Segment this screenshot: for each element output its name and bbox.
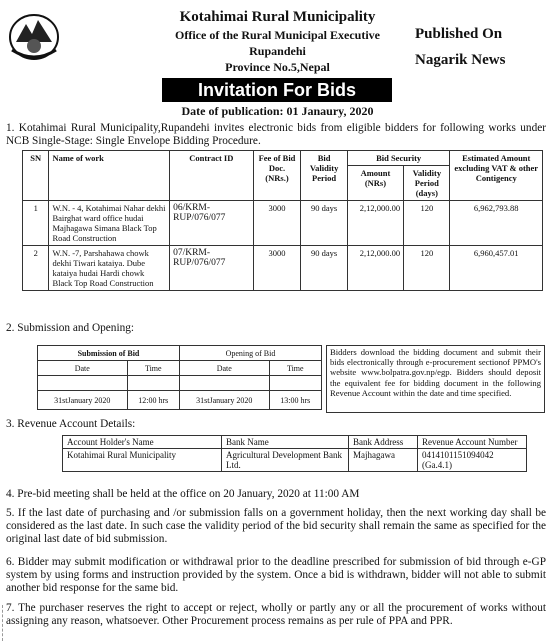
published-on-label: Published On <box>415 26 503 42</box>
cell-estimate: 6,962,793.88 <box>450 201 543 246</box>
rev-bank: Agricultural Development Bank Ltd. <box>222 449 349 472</box>
submission-header: Submission of Bid <box>38 346 180 361</box>
clause-6: 6. Bidder may submit modification or withdrawal prior to the deadline prescribed for submission of bid through e-GP system by using forms and instruction provided by the system. Once a bid is withdrawn, bidder will not able to submit another bid response for the same bid. <box>6 556 546 594</box>
publication-date: Date of publication: 01 Janaury, 2020 <box>181 104 374 118</box>
clause-5: 5. If the last date of purchasing and /or submission falls on a government holiday, then the next working day shall be considered as the last date. In such case the validity period of the bid security shall remain the same as specified for the original last date of bid submission. <box>6 507 546 545</box>
rev-h-holder: Account Holder's Name <box>63 436 222 449</box>
col-name: Name of work <box>49 151 170 201</box>
table-row <box>23 246 543 291</box>
cell-amount: 2,12,000.00 <box>347 246 403 291</box>
col-validity: Bid Validity Period <box>301 151 347 201</box>
clause-2: 2. Submission and Opening: <box>6 322 135 334</box>
works-header-row <box>23 151 543 166</box>
cell-contract: 06/KRM-RUP/076/077 <box>170 201 253 246</box>
clause-4: 4. Pre-bid meeting shall be held at the office on 20 January, 2020 at 11:00 AM <box>6 488 360 500</box>
opening-time-label: Time <box>269 361 321 376</box>
submission-date: 31stJanuary 2020 <box>38 391 128 410</box>
opening-date: 31stJanuary 2020 <box>179 391 269 410</box>
cell-sec-validity: 120 <box>404 201 450 246</box>
municipality-title: Kotahimai Rural Municipality <box>179 9 376 25</box>
cell-fee: 3000 <box>253 201 301 246</box>
district-name: Rupandehi <box>249 44 306 58</box>
col-fee: Fee of Bid Doc. (NRs.) <box>253 151 301 201</box>
cell-validity: 90 days <box>301 246 347 291</box>
opening-date-label: Date <box>179 361 269 376</box>
rev-h-number: Revenue Account Number <box>418 436 527 449</box>
cell-sn: 1 <box>23 201 49 246</box>
rev-holder: Kotahimai Rural Municipality <box>63 449 222 472</box>
cell-sn: 2 <box>23 246 49 291</box>
rev-h-address: Bank Address <box>349 436 418 449</box>
scan-edge-divider <box>2 605 5 641</box>
col-amount: Amount (NRs) <box>347 166 403 201</box>
cell-amount: 2,12,000.00 <box>347 201 403 246</box>
col-security: Bid Security <box>347 151 450 166</box>
cell-fee: 3000 <box>253 246 301 291</box>
invitation-banner: Invitation For Bids <box>162 78 392 102</box>
revenue-table <box>62 435 527 472</box>
cell-estimate: 6,960,457.01 <box>450 246 543 291</box>
col-contract: Contract ID <box>170 151 253 201</box>
office-name: Office of the Rural Municipal Executive <box>175 28 380 42</box>
cell-validity: 90 days <box>301 201 347 246</box>
cell-contract: 07/KRM-RUP/076/077 <box>170 246 253 291</box>
submission-time: 12:00 hrs <box>127 391 179 410</box>
col-sec-validity: Validity Period (days) <box>404 166 450 201</box>
opening-time: 13:00 hrs <box>269 391 321 410</box>
cell-name: W.N. -7, Parshahawa chowk dekhi Tiwari kataiya. Dube kataiya hudai Hardi chowk Black Top Road Construction <box>49 246 170 291</box>
col-estimate: Estimated Amount excluding VAT & other Contigency <box>450 151 543 201</box>
submission-time-label: Time <box>127 361 179 376</box>
table-row <box>23 201 543 246</box>
col-sn: SN <box>23 151 49 201</box>
opening-header: Opening of Bid <box>179 346 321 361</box>
works-table <box>22 150 543 291</box>
newspaper-name: Nagarik News <box>415 52 506 68</box>
submission-table <box>37 345 322 410</box>
cell-sec-validity: 120 <box>404 246 450 291</box>
clause-1: 1. Kotahimai Rural Municipality,Rupandehi invites electronic bids from eligible bidders for following works under NCB Single-Stage: Single Envelope Bidding Procedure. <box>6 122 546 147</box>
rev-number: 0414101151094042 (Ga.4.1) <box>418 449 527 472</box>
rev-h-bank: Bank Name <box>222 436 349 449</box>
clause-3: 3. Revenue Account Details: <box>6 418 136 430</box>
cell-name: W.N. - 4, Kotahimai Nahar dekhi Bairghat ward office hudai Majhagawa Simana Black Top Road Construction <box>49 201 170 246</box>
province-name: Province No.5,Nepal <box>225 60 330 74</box>
submission-note: Bidders download the bidding document and submit their bids electronically through e-procurement sectionof PPMO's website www.bolpatra.gov.np/egp. Bidders should deposit the equivalent fee for bidding document in the following Revenue Account within the date and time specified. <box>326 345 545 413</box>
clause-7: 7. The purchaser reserves the right to accept or reject, wholly or partly any or all the procurement of works without assigning any reason, whatsoever. Other Procurement process remains as per rule of PPA and PPR. <box>6 602 546 627</box>
submission-date-label: Date <box>38 361 128 376</box>
rev-address: Majhagawa <box>349 449 418 472</box>
